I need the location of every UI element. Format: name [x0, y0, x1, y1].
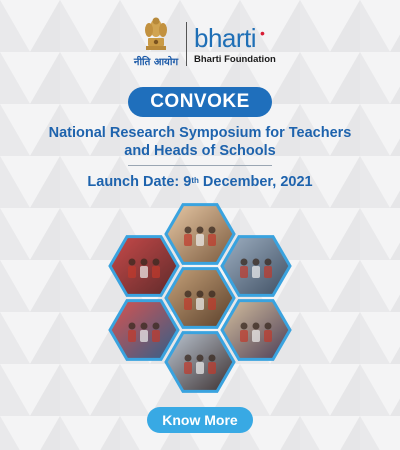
person-figure-head [129, 259, 136, 266]
photo-collage [0, 198, 400, 398]
person-figure-body [208, 362, 216, 374]
person-figure-head [185, 291, 192, 298]
person-figure-head [141, 259, 148, 266]
person-figure-head [265, 323, 272, 330]
person-figure-head [253, 323, 260, 330]
person-figure-body [196, 298, 204, 310]
niti-aayog-text: नीति आयोग [133, 57, 179, 68]
person-figure-head [141, 323, 148, 330]
person-figure-body [140, 266, 148, 278]
convoke-badge: CONVOKE [128, 87, 272, 117]
person-figure-body [208, 298, 216, 310]
person-figure-body [264, 330, 272, 342]
person-figure-head [265, 259, 272, 266]
person-figure-head [241, 323, 248, 330]
title-divider [128, 165, 272, 166]
person-figure-body [184, 234, 192, 246]
bharti-wordmark: bharti • [194, 23, 265, 53]
bharti-foundation-logo [194, 24, 284, 68]
person-figure-head [153, 259, 160, 266]
logo-row [0, 14, 400, 72]
launch-date-ordinal: th [191, 176, 199, 185]
person-figure-head [197, 291, 204, 298]
person-figure-body [128, 266, 136, 278]
person-figure-body [252, 266, 260, 278]
launch-date-suffix: December, 2021 [198, 174, 313, 190]
logo-divider [186, 22, 187, 66]
know-more-button[interactable]: Know More [147, 407, 253, 433]
person-figure-body [140, 330, 148, 342]
person-figure-body [152, 330, 160, 342]
person-figure-head [253, 259, 260, 266]
launch-date-prefix: Launch Date: 9 [87, 174, 192, 190]
person-figure-body [196, 362, 204, 374]
symposium-title [0, 124, 400, 160]
person-figure-body [196, 234, 204, 246]
person-figure-head [185, 355, 192, 362]
person-figure-body [240, 266, 248, 278]
person-figure-head [197, 227, 204, 234]
person-figure-head [209, 291, 216, 298]
person-figure-head [153, 323, 160, 330]
person-figure-body [240, 330, 248, 342]
person-figure-head [197, 355, 204, 362]
person-figure-head [209, 227, 216, 234]
person-figure-body [264, 266, 272, 278]
emblem-icon [132, 14, 180, 54]
bharti-foundation-text: Bharti Foundation [194, 54, 276, 65]
person-figure-head [241, 259, 248, 266]
person-figure-head [185, 227, 192, 234]
person-figure-body [184, 298, 192, 310]
bharti-dot-icon: • [260, 25, 265, 41]
person-figure-head [209, 355, 216, 362]
person-figure-body [252, 330, 260, 342]
person-figure-body [152, 266, 160, 278]
symposium-title-line2: and Heads of Schools [124, 143, 276, 159]
person-figure-body [208, 234, 216, 246]
person-figure-body [184, 362, 192, 374]
launch-date [0, 173, 400, 191]
person-figure-body [128, 330, 136, 342]
symposium-title-line1: National Research Symposium for Teachers [48, 125, 352, 141]
niti-aayog-logo [132, 14, 180, 74]
person-figure-head [129, 323, 136, 330]
